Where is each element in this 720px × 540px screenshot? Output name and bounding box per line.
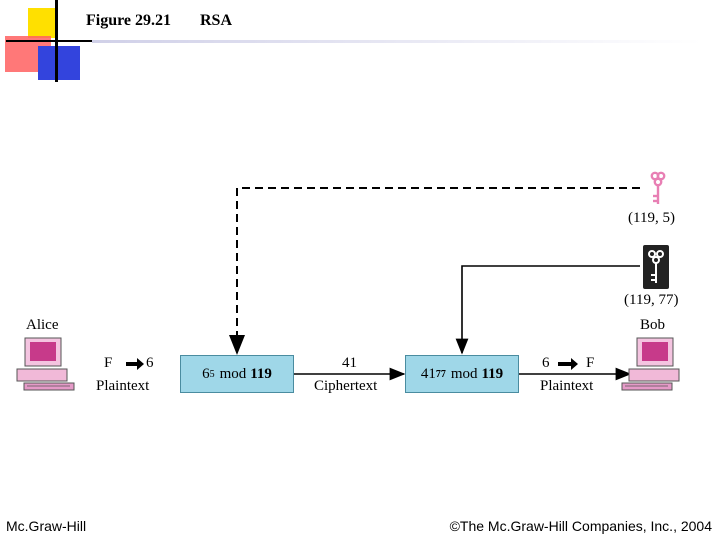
decrypt-modulus: 119 — [481, 365, 504, 382]
decode-arrow-right — [558, 358, 578, 370]
encode-arrow-left — [126, 358, 144, 370]
encrypt-exponent: 5 — [209, 368, 215, 380]
encrypt-base: 6 — [202, 365, 210, 382]
public-key-dashed-line — [237, 188, 640, 353]
plain-number-right: 6 — [542, 355, 550, 371]
decrypt-exponent: 77 — [435, 368, 446, 380]
plaintext-label-right: Plaintext — [540, 378, 594, 394]
plaintext-label-left: Plaintext — [96, 378, 150, 394]
receiver-label: Bob — [640, 317, 666, 333]
private-key-icon — [643, 245, 669, 289]
private-key-line — [462, 266, 640, 353]
footer-left: Mc.Graw-Hill — [6, 518, 87, 534]
figure-label: Figure 29.21 — [86, 12, 172, 29]
encrypt-modulus: 119 — [250, 365, 272, 382]
bob-computer-icon — [622, 338, 679, 390]
sender-label: Alice — [26, 317, 59, 333]
encrypt-box — [180, 355, 294, 393]
encrypt-op: mod — [219, 365, 247, 382]
decrypt-base: 41 — [420, 365, 436, 382]
cipher-value: 41 — [342, 355, 357, 371]
decrypt-op: mod — [450, 365, 478, 382]
plain-letter-left: F — [104, 355, 113, 371]
private-key-label: (119, 77) — [624, 292, 679, 308]
ciphertext-label: Ciphertext — [314, 378, 378, 394]
plain-number-left: 6 — [146, 355, 154, 371]
footer-right: ©The Mc.Graw-Hill Companies, Inc., 2004 — [449, 518, 712, 534]
decrypt-box — [405, 355, 519, 393]
public-key-icon — [652, 173, 664, 204]
plain-letter-right: F — [586, 355, 595, 371]
figure-title: RSA — [200, 12, 233, 29]
alice-computer-icon — [17, 338, 74, 390]
public-key-label: (119, 5) — [628, 210, 675, 226]
